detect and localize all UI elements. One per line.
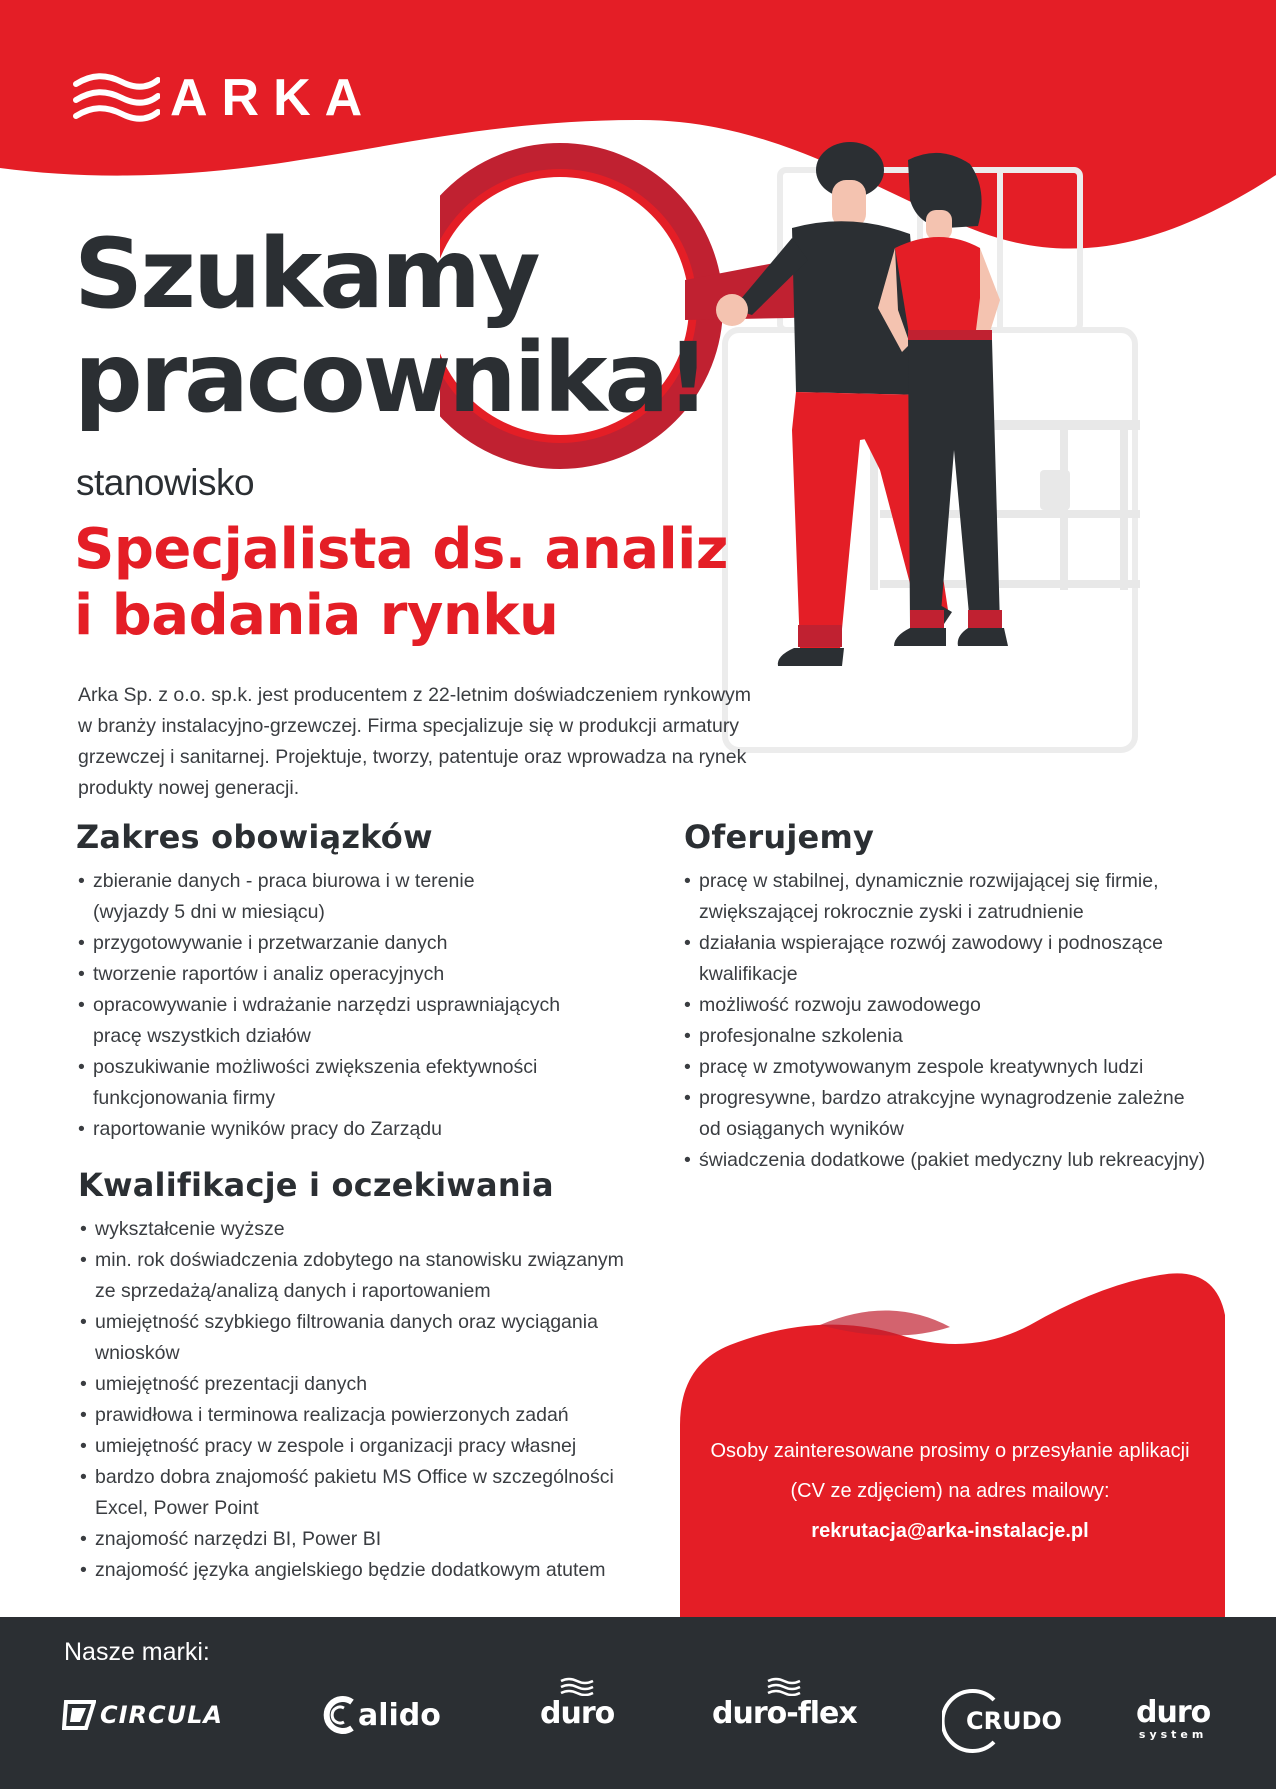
brand-name: CRUDO [966,1707,1062,1735]
list-item: • zbieranie danych - praca biurowa i w terenie (wyjazdy 5 dni w miesiącu) [78,866,638,928]
list-item: • świadczenia dodatkowe (pakiet medyczny lub rekreacyjny) [684,1145,1224,1176]
contact-email-link[interactable]: rekrutacja@arka-instalacje.pl [811,1520,1089,1542]
list-item: • poszukiwanie możliwości zwiększenia efektywności funkcjonowania firmy [78,1052,638,1114]
brand-name: alido [358,1697,441,1733]
list-item: • tworzenie raportów i analiz operacyjnych [78,959,638,990]
calido-c-icon [322,1694,358,1736]
list-item: • umiejętność pracy w zespole i organizacji pracy własnej [80,1431,640,1462]
list-item: • pracę w zmotywowanym zespole kreatywnych ludzi [684,1052,1224,1083]
waves-icon [557,1676,597,1696]
job-title-line-1: Specjalista ds. analiz [74,517,728,582]
headline-line-2: pracownika! [74,322,708,434]
job-title-line-2: i badania rynku [74,583,559,648]
intro-line: Arka Sp. z o.o. sp.k. jest producentem z 22-letnim doświadczeniem rynkowym [78,684,752,706]
list-item: • możliwość rozwoju zawodowego [684,990,1224,1021]
brands-row [0,1670,1276,1780]
intro-line: produkty nowej generacji. [78,777,300,799]
company-intro [78,680,758,804]
job-title [74,517,728,649]
list-item: • znajomość języka angielskiego będzie dodatkowym atutem [80,1555,640,1586]
contact-text-line-1: Osoby zainteresowane prosimy o przesyłanie aplikacji [710,1440,1190,1462]
qualifications-title: Kwalifikacje i oczekiwania [78,1166,554,1204]
brand-circula [62,1700,223,1730]
brand-duro [540,1676,614,1732]
brand-name: duro-flex [712,1696,857,1731]
list-item: • bardzo dobra znajomość pakietu MS Office w szczególności Excel, Power Point [80,1462,640,1524]
list-item: • opracowywanie i wdrażanie narzędzi usprawniających pracę wszystkich działów [78,990,638,1052]
list-item: • raportowanie wyników pracy do Zarządu [78,1114,638,1145]
brand-name: duro [540,1696,615,1731]
brand-duro-system [1136,1695,1211,1742]
list-item: • profesjonalne szkolenia [684,1021,1224,1052]
brands-label: Nasze marki: [64,1638,210,1666]
qualifications-list [80,1214,640,1586]
headline [74,218,708,434]
duties-list [78,866,638,1145]
duties-title: Zakres obowiązków [76,818,433,856]
circula-triangle-icon [62,1700,96,1730]
brand-duro-flex [712,1676,857,1732]
brand-subtitle: system [1138,1728,1208,1741]
brand-name: CIRCULA [100,1701,223,1729]
list-item: • znajomość narzędzi BI, Power BI [80,1524,640,1555]
list-item: • prawidłowa i terminowa realizacja powierzonych zadań [80,1400,640,1431]
brand-name: duro [1136,1695,1211,1730]
intro-line: w branży instalacyjno-grzewczej. Firma specjalizuje się w produkcji armatury [78,715,740,737]
contact-text-line-2: (CV ze zdjęciem) na adres mailowy: [790,1480,1110,1502]
list-item: • wykształcenie wyższe [80,1214,640,1245]
brand-crudo [942,1688,1062,1754]
logo-text: ARKA [170,69,377,127]
list-item: • pracę w stabilnej, dynamicznie rozwijającej się firmie, zwiększającej rokrocznie zyski i zatrudnienie [684,866,1224,928]
arka-logo [72,70,376,126]
offer-list [684,866,1224,1176]
brand-calido [322,1694,441,1736]
list-item: • przygotowywanie i przetwarzanie danych [78,928,638,959]
logo-waves-icon [72,70,160,126]
waves-icon [764,1676,804,1696]
intro-line: grzewczej i sanitarnej. Projektuje, tworzy, patentuje oraz wprowadza na rynek [78,746,747,768]
position-label: stanowisko [76,462,255,503]
list-item: • progresywne, bardzo atrakcyjne wynagrodzenie zależne od osiąganych wyników [684,1083,1224,1145]
list-item: • działania wspierające rozwój zawodowy i podnoszące kwalifikacje [684,928,1224,990]
list-item: • min. rok doświadczenia zdobytego na stanowisku związanym ze sprzedażą/analizą danych i raportowaniem [80,1245,640,1307]
list-item: • umiejętność prezentacji danych [80,1369,640,1400]
offer-title: Oferujemy [684,818,875,856]
headline-line-1: Szukamy [74,218,538,330]
list-item: • umiejętność szybkiego filtrowania danych oraz wyciągania wniosków [80,1307,640,1369]
